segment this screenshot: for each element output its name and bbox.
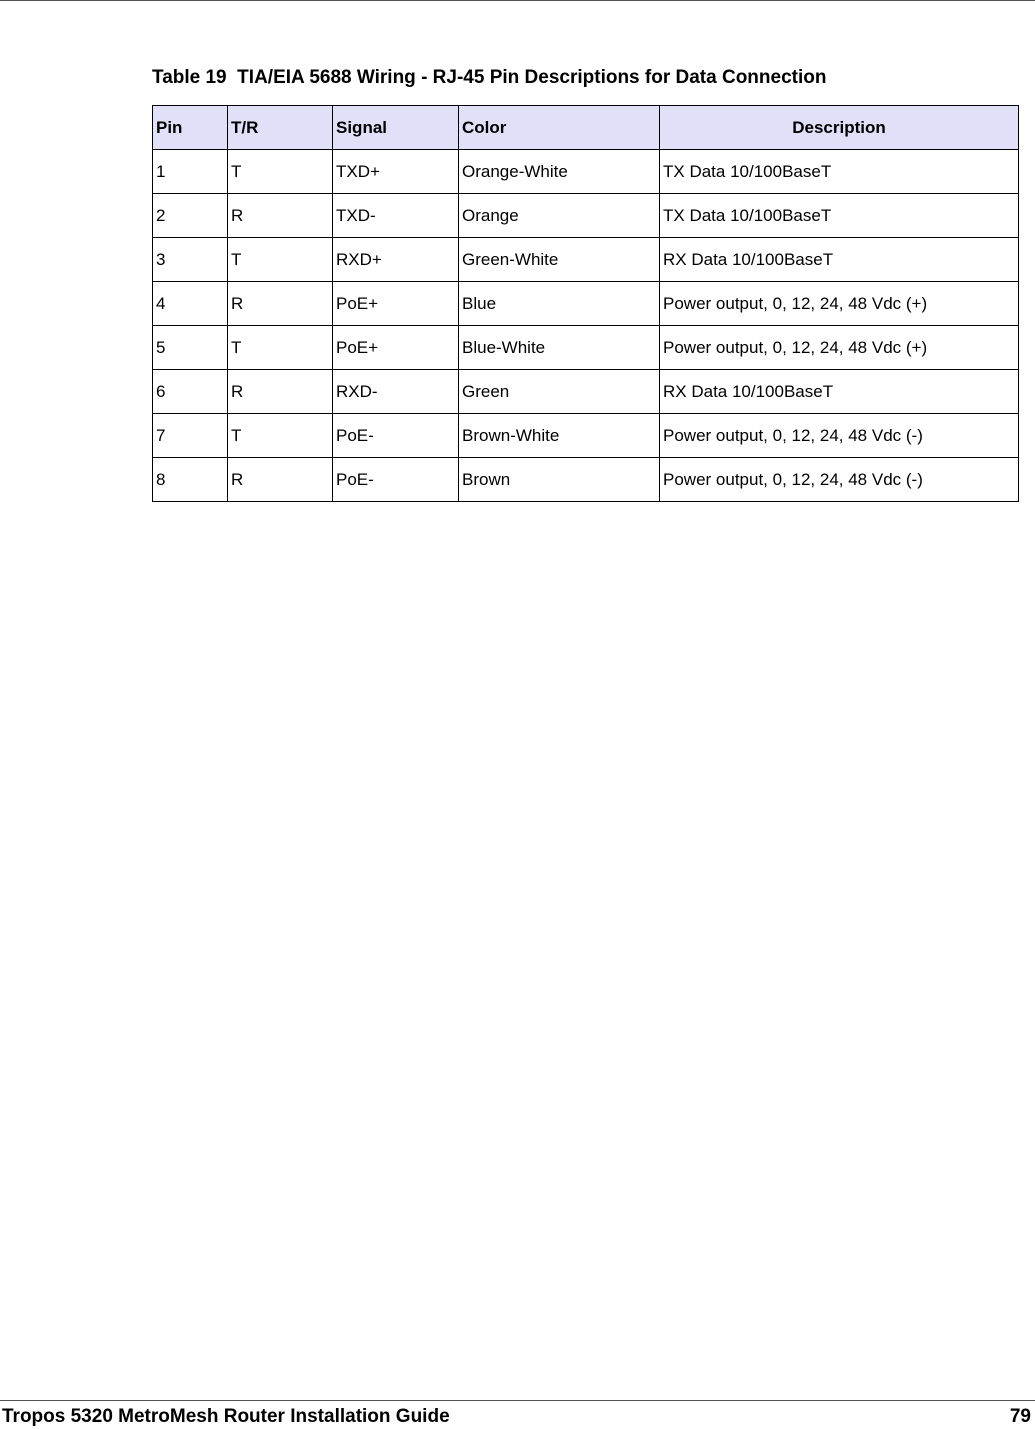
cell-color: Blue [459,282,660,326]
column-header-description: Description [660,106,1019,150]
table-row [153,458,1019,502]
cell-color: Brown [459,458,660,502]
table-row [153,414,1019,458]
cell-tr: T [228,150,333,194]
cell-pin: 7 [153,414,228,458]
column-header-pin: Pin [153,106,228,150]
cell-tr: R [228,282,333,326]
cell-signal: RXD+ [333,238,459,282]
table-header-row [153,106,1019,150]
cell-description: RX Data 10/100BaseT [660,370,1019,414]
cell-tr: T [228,238,333,282]
cell-tr: R [228,458,333,502]
cell-color: Brown-White [459,414,660,458]
cell-color: Orange [459,194,660,238]
table-row [153,150,1019,194]
cell-pin: 8 [153,458,228,502]
cell-signal: PoE+ [333,282,459,326]
footer-document-title: Tropos 5320 MetroMesh Router Installation Guide [2,1406,450,1427]
column-header-signal: Signal [333,106,459,150]
pin-description-table [152,105,1019,502]
cell-pin: 6 [153,370,228,414]
table-row [153,238,1019,282]
cell-description: TX Data 10/100BaseT [660,150,1019,194]
column-header-tr: T/R [228,106,333,150]
cell-description: RX Data 10/100BaseT [660,238,1019,282]
footer-rule [0,1400,1035,1401]
table-row [153,194,1019,238]
column-header-color: Color [459,106,660,150]
cell-signal: TXD- [333,194,459,238]
cell-description: Power output, 0, 12, 24, 48 Vdc (+) [660,282,1019,326]
table-row [153,326,1019,370]
cell-pin: 4 [153,282,228,326]
cell-signal: PoE+ [333,326,459,370]
table-row [153,282,1019,326]
cell-description: Power output, 0, 12, 24, 48 Vdc (+) [660,326,1019,370]
cell-color: Green-White [459,238,660,282]
cell-pin: 2 [153,194,228,238]
cell-pin: 5 [153,326,228,370]
cell-tr: T [228,414,333,458]
cell-signal: PoE- [333,458,459,502]
cell-pin: 1 [153,150,228,194]
cell-color: Green [459,370,660,414]
top-rule [0,0,1035,1]
cell-pin: 3 [153,238,228,282]
cell-description: TX Data 10/100BaseT [660,194,1019,238]
table-caption: Table 19 TIA/EIA 5688 Wiring - RJ-45 Pin Descriptions for Data Connection [152,67,827,88]
cell-tr: R [228,370,333,414]
cell-signal: RXD- [333,370,459,414]
footer-page-number: 79 [1009,1406,1031,1427]
cell-tr: T [228,326,333,370]
cell-signal: PoE- [333,414,459,458]
cell-description: Power output, 0, 12, 24, 48 Vdc (-) [660,458,1019,502]
cell-tr: R [228,194,333,238]
cell-signal: TXD+ [333,150,459,194]
cell-color: Orange-White [459,150,660,194]
cell-description: Power output, 0, 12, 24, 48 Vdc (-) [660,414,1019,458]
cell-color: Blue-White [459,326,660,370]
table-row [153,370,1019,414]
